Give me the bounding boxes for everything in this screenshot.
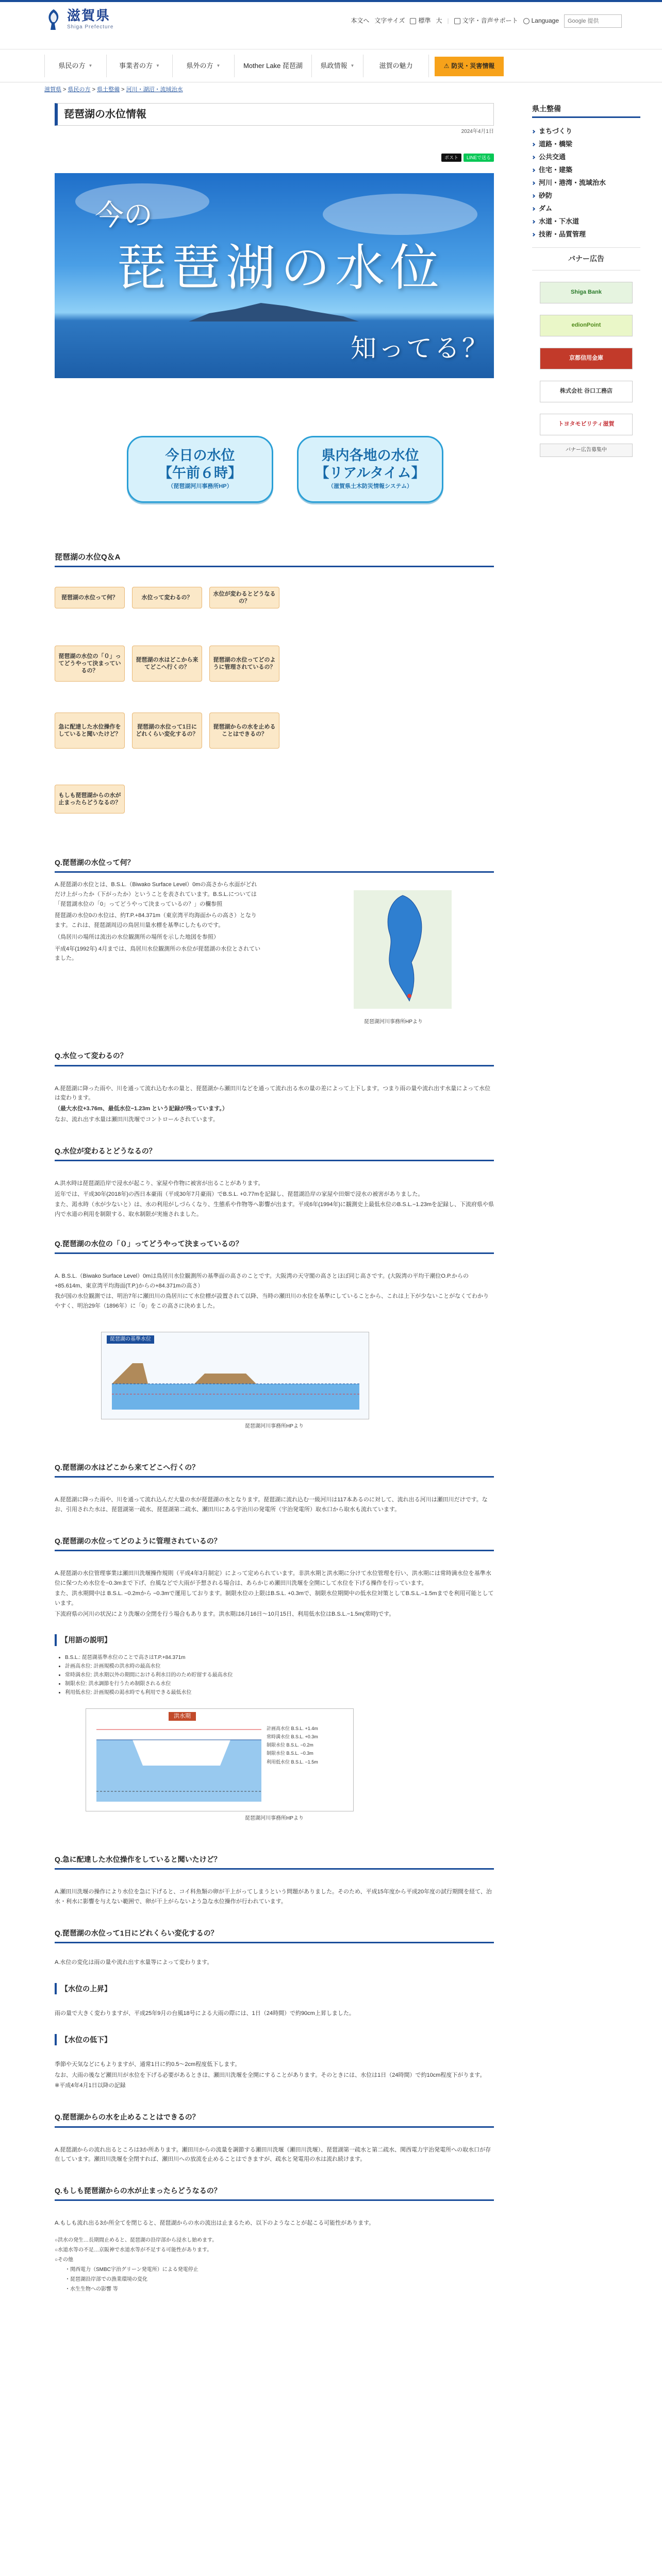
sidebar	[532, 103, 640, 457]
term-item: • 制限水位: 洪水調節を行うため制限される水位	[65, 1680, 494, 1688]
qa-heading: Q.急に配達した水位操作をしていると聞いたけど？	[55, 1854, 494, 1870]
site-logo[interactable]	[44, 8, 114, 31]
drop-note: ※平成4年4月1日以降の記録	[55, 2082, 126, 2089]
qa-button[interactable]: もしも琵琶湖からの水が止まったらどうなるの？	[55, 785, 125, 814]
qa-section-title: 琵琶湖の水位Q＆A	[55, 551, 494, 567]
breadcrumb-link[interactable]: 県民の方	[68, 87, 91, 93]
post-button[interactable]: ポスト	[441, 154, 461, 162]
sidebar-item[interactable]: 河川・港湾・流域治水	[532, 177, 640, 190]
lake-map-image	[354, 890, 452, 1009]
qa-answer: 我が国の水位観測では、明治7年に瀬田川の鳥居川にて水位標が設置されて以降、当時の瀬田川の水位を基準にしていることから、これは上下が少ないことがなくてわかりやすく、明治29年（1896年）に「0」をこの高さに決めました。	[55, 1293, 489, 1310]
search-input[interactable]	[564, 14, 622, 28]
qa-answer: 琵琶湖の水位0の水位は、約T.P.+84.371m（東京湾平均海面からの高さ）となります。これは、琵琶湖周辺の鳥居川量水標を基準にしたものです。	[55, 912, 257, 929]
page-title: 琵琶湖の水位情報	[64, 109, 146, 120]
qa-answer: A.洪水時は琵琶湖沿岸で浸水が起こり、家屋や作物に被害が出ることがあります。	[55, 1180, 264, 1187]
globe-icon	[523, 18, 529, 24]
chevron-right-icon	[532, 181, 535, 185]
qa-heading: Q.琵琶湖の水位って何？	[55, 857, 494, 873]
chevron-down-icon: ▼	[88, 63, 93, 68]
shiga-logo-icon	[44, 8, 63, 31]
banner-heading: バナー広告	[532, 247, 640, 270]
qa-answer-record: （最大水位+3.76m、最低水位−1.23m という記録が残っています。）	[55, 1106, 228, 1112]
qa-answer: また、洪水期間中は B.S.L. −0.2mから −0.3mで運用しております。制限水位の上限はB.S.L. +0.3mで、制限水位期間中の低水位対策としてB.S.L.−1.5mまでを利用可能としています。	[55, 1590, 494, 1607]
qa-answer: A. B.S.L.（Biwako Surface Level）0mは鳥居川水位観測所の基準面の高さのことです。大阪湾の天守閣の高さとほぼ同じ高さです。(大阪湾の平均干潮位O.P.からの+85.614m、東京湾平均海面(T.P.)からの+84.371mの高さ）	[55, 1273, 469, 1289]
qa-answer: 下流府県の河川の状況により洗堰の全閉を行う場合もあります。洪水期は6月16日〜10月15日、利用低水位はB.S.L.−1.5m(常時)です。	[55, 1611, 395, 1617]
qa-answer: A.もしも流れ出る3か所全てを閉じると、琵琶湖からの水の流出は止まるため、以下のようなことが起こる可能性があります。	[55, 2220, 375, 2227]
qa-section-5	[55, 1462, 494, 1515]
qa-answer: A.瀬田川洗堰の操作により水位を急に下げると、コイ科魚類の卵が干上がってしまうという問題がありました。そのため、平成15年度から平成20年度の試行期間を経て、治水・利水に影響を与えない範囲で、卵が干上がらないよう急な水位操作が行われています。	[55, 1889, 492, 1905]
qa-answer: A.琵琶湖に降った雨や、川を通って流れ込んだ大量の水が琵琶湖の水となります。琵琶湖に流れ込む一級河川は117本あるのに対して、流れ出る河川は瀬田川だけです。なお、引用された水は、琵琶湖第一疏水、琵琶湖第二疏水、瀬田川にある宇治川の発電所（宇治発電所）取水口から取水も流れています。	[55, 1497, 488, 1513]
term-item: • B.S.L.: 琵琶湖基準水位のことで高さはT.P.+84.371m	[65, 1653, 494, 1662]
qa-button[interactable]: 急に配達した水位操作をしていると聞いたけど？	[55, 713, 125, 749]
qa-button[interactable]: 琵琶湖からの水を止めることはできるの？	[209, 713, 279, 749]
nav-attractions[interactable]: 滋賀の魅力	[363, 55, 429, 77]
social-buttons	[55, 154, 494, 162]
qa-section-6	[55, 1535, 494, 1823]
drop-heading: 【水位の低下】	[55, 2034, 494, 2045]
nav-business[interactable]: 事業者の方 ▼	[106, 55, 172, 77]
chevron-down-icon: ▼	[350, 63, 355, 68]
font-standard-button[interactable]: 標準	[410, 16, 431, 26]
global-nav	[0, 49, 662, 82]
emergency-info-button[interactable]: ⚠ 防災・災害情報	[435, 57, 504, 76]
logo-title: 滋賀県	[67, 8, 111, 23]
qa-button[interactable]: 水位が変わるとどうなるの？	[209, 587, 279, 608]
qa-heading: Q.琵琶湖の水位って1日にどれくらい変化するの？	[55, 1927, 494, 1943]
sidebar-item[interactable]: 水道・下水道	[532, 215, 640, 228]
nav-visitors[interactable]: 県外の方 ▼	[172, 55, 234, 77]
audio-support-link[interactable]: 文字・音声サポート	[454, 16, 518, 26]
skip-link[interactable]: 本文へ	[351, 17, 370, 25]
chevron-right-icon	[532, 130, 535, 133]
terms-heading: 【用語の説明】	[55, 1634, 494, 1646]
term-item: • 利用低水位: 計画規模の渇水時でも利用できる最低水位	[65, 1688, 494, 1697]
qa-button[interactable]: 琵琶湖の水位って何？	[55, 587, 125, 608]
nav-residents[interactable]: 県民の方 ▼	[44, 55, 106, 77]
qa-answer: A.琵琶湖の水位管理事業は瀬田川洗堰操作規則（平成4年3月制定）によって定められています。非洪水期と洪水期に分けて水位管理を行い、洪水期には常時満水位を基準水位に保つため水位を−0.3mまで下げ、台風などで大雨が予想される場合は、あらかじめ瀬田川洗堰を全開にして水位を下げる操作を行っています。	[55, 1570, 491, 1586]
rise-text: 雨の量で大きく変わりますが、平成25年9月の台風18号による大雨の際には、1日（24時間）で約90cm上昇しました。	[55, 2010, 355, 2017]
utility-bar: 本文へ 文字サイズ 標準 大 | 文字・音声サポート Language Google 提供	[351, 14, 622, 28]
qa-section-7	[55, 1854, 494, 1907]
chevron-down-icon: ▼	[156, 63, 160, 68]
qa-answer: また、渇水時（水が少ないと）は、水の利用がしづらくなり、生態系や作物等へ影響が出ます。平成6年(1994年)に観測史上最低水位のB.S.L.−1.23mを記録し、下流府県や県内で水道の利用を制限する、取水制限が実施されました。	[55, 1201, 494, 1217]
qa-answer: 平成4年(1992年) 4月までは、鳥居川水位観測所の水位が琵琶湖の水位とされていました。	[55, 945, 261, 962]
terms-list	[55, 1653, 494, 1697]
chevron-right-icon	[532, 233, 535, 236]
banner-recruit-link[interactable]: バナー広告募集中	[540, 444, 633, 457]
qa-heading: Q.琵琶湖の水位の「０」ってどうやって決まっているの？	[55, 1238, 494, 1254]
hero-text-now: 今の	[95, 199, 153, 232]
realtime-level-button[interactable]: 県内各地の水位 【リアルタイム】 （滋賀県土木防災情報システム）	[297, 436, 443, 503]
qa-heading: Q.琵琶湖の水位ってどのように管理されているの？	[55, 1535, 494, 1551]
diagram-levels: 計画高水位 B.S.L. +1.4m 常時満水位 B.S.L. +0.3m 制限水位 B.S.L. −0.2m 制限水位 B.S.L. −0.3m 利用低水位 B.S.L. −1.5m	[267, 1725, 318, 1765]
sidebar-item[interactable]: まちづくり	[532, 125, 640, 138]
consequence-list: ○洪水の発生…長期間止めると、琵琶湖の沿岸部から浸水し始めます。 ○水道水等の不足…京阪神で水道水等が不足する可能性があります。 ○その他 ・関西電力（SMBC宇治グリーン発電所）による発電停止 ・琵琶湖沿岸部での漁業環境の変化 ・水生生物への影響 等	[55, 2238, 218, 2293]
sidebar-item[interactable]: 住宅・建築	[532, 164, 640, 177]
text-standard-icon	[410, 18, 416, 24]
qa-section-4	[55, 1238, 494, 1431]
qa-section-10	[55, 2185, 494, 2294]
qa-heading: Q.水位が変わるとどうなるの？	[55, 1145, 494, 1161]
ad-banner[interactable]: edionPoint	[540, 315, 633, 336]
ad-banner[interactable]: Shiga Bank	[540, 282, 633, 303]
sidebar-item[interactable]: 技術・品質管理	[532, 228, 640, 241]
qa-answer: A.琵琶湖の水位とは、B.S.L.（Biwako Surface Level）0mの高さから水面がどれだけ上がったか（下がったか）ということを表されています。B.S.L.については「琵琶湖水位の「0」ってどうやって決まっているの？」の欄参照	[55, 882, 257, 907]
qa-heading: Q.琵琶湖の水はどこから来てどこへ行くの？	[55, 1462, 494, 1478]
reference-level-diagram	[101, 1332, 369, 1419]
qa-answer: A.琵琶湖からの流れ出るところは3か所あります。瀬田川からの流量を調節する瀬田川洗堰（瀬田川洗堰）、琵琶湖第一疏水と第二疏水、関西電力宇治発電所への取水口が存在しています。瀬田川洗堰を全閉すれば、瀬田川への放流を止めることはできますが、疏水と発電用の水は流れ続けます。	[55, 2146, 491, 2163]
update-date: 2024年4月1日	[461, 129, 494, 134]
term-item: • 常時満水位: 洪水期以外の期間における利水目的のため貯留する最高水位	[65, 1671, 494, 1680]
level-buttons	[127, 436, 494, 503]
diagram-title: 琵琶湖の基準水位	[107, 1335, 154, 1344]
sidebar-heading: 県土整備	[532, 103, 640, 118]
map-caption: 琵琶湖河川事務所HPより	[364, 1019, 423, 1025]
qa-heading: Q.水位って変わるの？	[55, 1050, 494, 1066]
diagram-caption: 琵琶湖河川事務所HPより	[245, 1815, 304, 1821]
qa-button[interactable]: 琵琶湖の水はどこから来てどこへ行くの？	[132, 646, 202, 682]
qa-button[interactable]: 琵琶湖の水位ってどのように管理されているの？	[209, 646, 279, 682]
qa-answer: （鳥居川の場所は流出の水位観測所の場所を示した地図を参照）	[55, 934, 219, 940]
breadcrumb: 滋賀県 > 県民の方 > 県土整備 > 河川・湖沼・流域治水	[44, 87, 183, 93]
hero-sub-text: 知ってる？	[351, 333, 490, 363]
qa-answer: A.水位の変化は雨の量や流れ出す水量等によって変わります。	[55, 1959, 213, 1965]
chevron-right-icon	[532, 143, 535, 146]
rise-heading: 【水位の上昇】	[55, 1983, 494, 1994]
qa-heading: Q.琵琶湖からの水を止めることはできるの？	[55, 2111, 494, 2127]
qa-section-8	[55, 1927, 494, 2091]
ad-banner[interactable]: トヨタモビリティ滋賀	[540, 414, 633, 435]
speaker-icon	[454, 18, 460, 24]
today-level-button[interactable]: 今日の水位 【午前６時】 （琵琶湖河川事務所HP）	[127, 436, 273, 503]
line-button[interactable]: LINEで送る	[464, 154, 494, 162]
ad-banner[interactable]: 京都信用金庫	[540, 348, 633, 369]
breadcrumb-link[interactable]: 滋賀県	[44, 87, 61, 93]
qa-button-grid	[55, 587, 494, 830]
breadcrumb-link[interactable]: 県土整備	[97, 87, 120, 93]
chevron-right-icon	[532, 194, 535, 198]
qa-section-1	[55, 857, 494, 1035]
page-title-box	[55, 103, 494, 126]
qa-answer: なお、流れ出す水量は瀬田川洗堰でコントロールされています。	[55, 1116, 219, 1123]
qa-heading: Q.もしも琵琶湖からの水が止まったらどうなるの？	[55, 2185, 494, 2201]
chevron-down-icon: ▼	[216, 63, 221, 68]
chevron-right-icon	[532, 168, 535, 172]
qa-answer: 近年では、平成30年(2018年)の西日本豪雨（平成30年7月豪雨）でB.S.L. +0.77mを記録し、琵琶湖沿岸の家屋や田畑で浸水の被害がありました。	[55, 1191, 424, 1197]
warning-icon: ⚠	[443, 62, 450, 70]
sidebar-item[interactable]: 公共交通	[532, 151, 640, 164]
chevron-right-icon	[532, 207, 535, 211]
sidebar-item[interactable]: 道路・橋梁	[532, 138, 640, 151]
chevron-right-icon	[532, 156, 535, 159]
sidebar-item[interactable]: 砂防	[532, 190, 640, 202]
logo-subtitle: Shiga Prefecture	[67, 24, 114, 30]
language-link[interactable]: Language	[523, 16, 559, 26]
water-level-management-diagram	[86, 1708, 354, 1811]
hero-image	[55, 173, 494, 378]
flood-season-label: 洪水期	[169, 1712, 196, 1721]
drop-text: なお、大雨の後など瀬田川が水位を下げる必要があるときは、瀬田川洗堰を全開にすることがあります。そのときには、水位は1日（24時間）で約10cm程度下がります。	[55, 2072, 486, 2078]
sidebar-item[interactable]: ダム	[532, 202, 640, 215]
qa-answer: A.琵琶湖に降った雨や、川を通って流れ込む水の量と、琵琶湖から瀬田川などを通って流れ出る水の量の差によって上下します。つまり雨の量や流れ出す水量によって水位は変わります。	[55, 1085, 491, 1101]
nav-prefecture-info[interactable]: 県政情報 ▼	[311, 55, 363, 77]
qa-section-3	[55, 1145, 494, 1219]
qa-section-2	[55, 1050, 494, 1124]
font-size-label: 文字サイズ	[374, 17, 405, 25]
breadcrumb-link[interactable]: 河川・湖沼・流域治水	[126, 87, 183, 93]
site-header	[0, 2, 662, 49]
qa-section-9	[55, 2111, 494, 2164]
qa-button[interactable]: 琵琶湖の水位って1日にどれくらい変化するの？	[132, 713, 202, 749]
qa-button[interactable]: 琵琶湖の水位の「０」ってどうやって決まっているの？	[55, 646, 125, 682]
drop-text: 季節や天気などにもよりますが、通常1日に約0.5〜2cm程度低下します。	[55, 2061, 241, 2068]
hero-main-text: 琵琶湖の水位	[117, 239, 444, 297]
ad-banner[interactable]: 株式会社 谷口工務店	[540, 381, 633, 402]
term-item: • 計画高水位: 計画規模の洪水時の最高水位	[65, 1662, 494, 1671]
font-large-button[interactable]: 大	[436, 17, 442, 25]
nav-mother-lake[interactable]: Mother Lake 琵琶湖	[234, 55, 311, 77]
chevron-right-icon	[532, 220, 535, 224]
qa-button[interactable]: 水位って変わるの？	[132, 587, 202, 608]
diagram-caption: 琵琶湖河川事務所HPより	[245, 1423, 304, 1429]
main-content	[55, 103, 494, 2294]
sidebar-menu	[532, 125, 640, 241]
